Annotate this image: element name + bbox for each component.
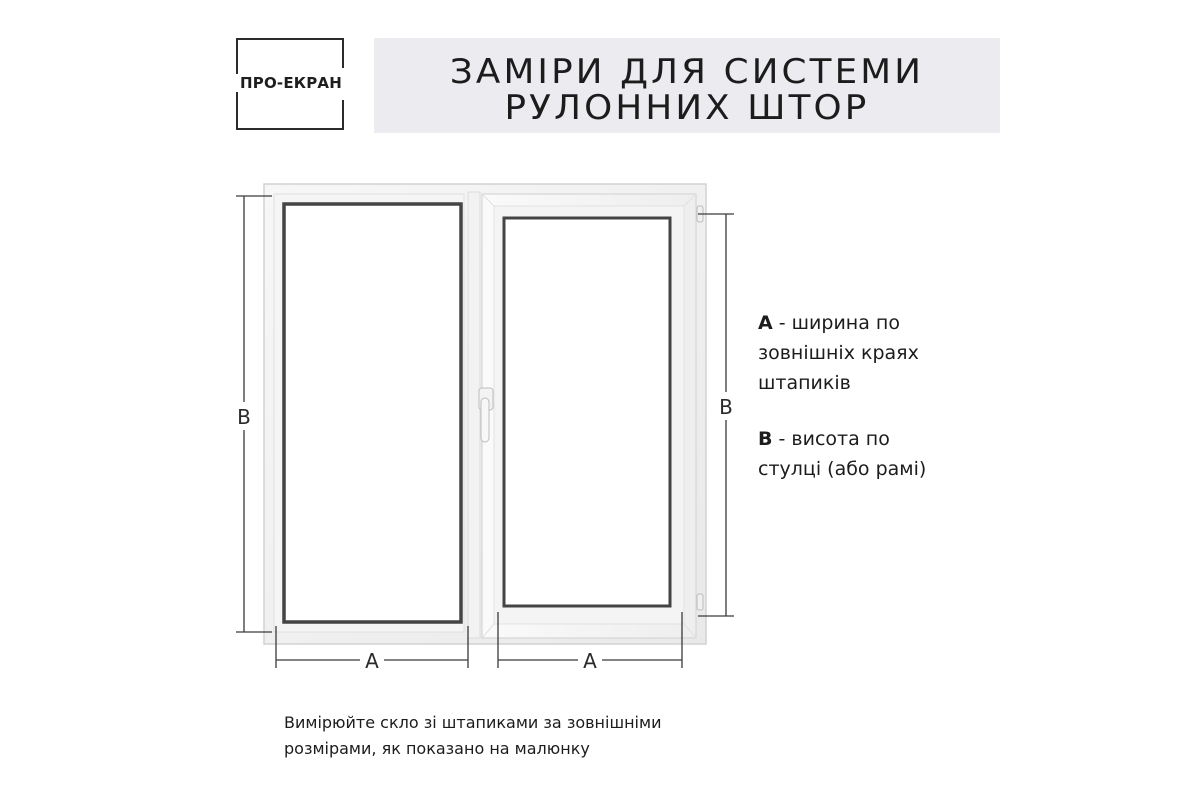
instruction-line-1: Вимірюйте скло зі штапиками за зовнішніми (284, 713, 662, 732)
height-label-left: B (237, 405, 251, 429)
measurement-legend (758, 308, 1018, 510)
legend-item-height (758, 424, 1018, 484)
window-measurement-diagram (220, 170, 780, 690)
left-glass-pane (284, 204, 461, 622)
legend-text-a: - ширина по (772, 312, 900, 334)
legend-text-a-line3: штапиків (758, 372, 851, 394)
width-label-right: A (583, 649, 597, 673)
legend-key-b: B (758, 428, 773, 450)
instruction-line-2: розмірами, як показано на малюнку (284, 739, 590, 758)
page-title-line-1: ЗАМІРИ ДЛЯ СИСТЕМИ (449, 52, 925, 92)
right-glass-pane (504, 218, 670, 606)
legend-text-a-line2: зовнішніх краях (758, 342, 919, 364)
window-mullion (468, 192, 480, 638)
width-label-left: A (365, 649, 379, 673)
measurement-instruction (284, 710, 744, 762)
height-label-right: B (719, 395, 733, 419)
legend-key-a: A (758, 312, 773, 334)
brand-logo: ПРО-ЕКРАН (236, 74, 358, 92)
legend-text-b-line2: стулці (або рамі) (758, 458, 927, 480)
legend-text-b: - висота по (772, 428, 890, 450)
bottom-hinge (697, 594, 703, 610)
legend-item-width (758, 308, 1018, 398)
page-title-line-2: РУЛОННИХ ШТОР (504, 88, 870, 128)
